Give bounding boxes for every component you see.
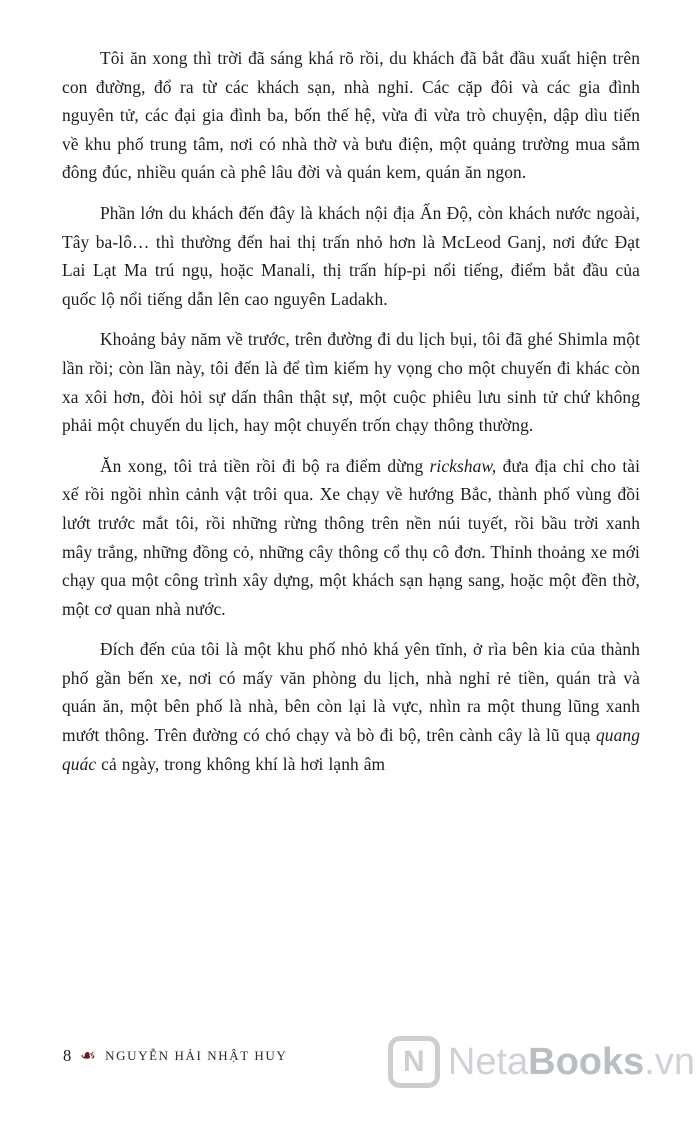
netabooks-brand-text <box>448 1043 695 1081</box>
text-run: đưa địa chỉ cho tài xế rồi ngồi nhìn cảnh vật trôi qua. Xe chạy về hướng Bắc, thành phố vùng đồi lướt trước mắt tôi, rồi những rừng thông trên nền núi tuyết, rồi bầu trời xanh mây trắng, những đồng cỏ, những cây thông cổ thụ cô đơn. Thỉnh thoảng xe mới chạy qua một công trình xây dựng, một khách sạn hạng sang, hoặc một đền thờ, một cơ quan nhà nước. <box>62 455 641 619</box>
paragraph <box>62 325 640 439</box>
text-run: Khoảng bảy năm về trước, trên đường đi du lịch bụi, tôi đã ghé Shimla một lần rồi; còn lần này, tôi đến là để tìm kiếm hy vọng cho một chuyến đi khác còn xa xôi hơn, đòi hỏi sự dấn thân thật sự, một cuộc phiêu lưu sinh tử chứ không phải một chuyến du lịch, hay một chuyến trốn chạy thông thường. <box>62 329 640 436</box>
brand-neta: Neta <box>447 1041 529 1083</box>
brand-books: Books <box>528 1041 645 1083</box>
bird-fleuron-ornament-icon: ❧ <box>80 1045 97 1067</box>
paragraph <box>62 635 640 778</box>
page-footer <box>63 1046 287 1066</box>
brand-tld: .vn <box>644 1041 695 1083</box>
netabooks-logo-letter: N <box>403 1045 425 1078</box>
paragraph <box>62 199 640 313</box>
italic-text-run: rickshaw, <box>429 455 497 476</box>
body-text <box>62 44 640 790</box>
text-run: Phần lớn du khách đến đây là khách nội địa Ấn Độ, còn khách nước ngoài, Tây ba-lô… thì thường đến hai thị trấn nhỏ hơn là McLeod Ganj, nơi đức Đạt Lai Lạt Ma trú ngụ, hoặc Manali, thị trấn híp-pi nổi tiếng, điểm bắt đầu của quốc lộ nổi tiếng dẫn lên cao nguyên Ladakh. <box>62 202 640 309</box>
text-run: cả ngày, trong không khí là hơi lạnh âm <box>96 753 386 774</box>
author-name: NGUYỄN HẢI NHẬT HUY <box>105 1048 288 1063</box>
paragraph <box>62 44 640 187</box>
text-run: Ăn xong, tôi trả tiền rồi đi bộ ra điểm dừng <box>100 455 430 476</box>
text-run: Đích đến của tôi là một khu phố nhỏ khá yên tĩnh, ở rìa bên kia của thành phố gần bến xe, nơi có mấy văn phòng du lịch, nhà nghỉ rẻ tiền, quán trà và quán ăn, một bên phố là nhà, bên còn lại là vực, nhìn ra một thung lũng xanh mướt thông. Trên đường có chó chạy và bò đi bộ, trên cành cây là lũ quạ <box>62 639 640 746</box>
italic-text-run: quang quác <box>62 725 640 774</box>
page-number: 8 <box>63 1046 72 1065</box>
netabooks-watermark <box>388 1036 695 1088</box>
paragraph <box>62 452 640 624</box>
text-run: Tôi ăn xong thì trời đã sáng khá rõ rồi, du khách đã bắt đầu xuất hiện trên con đường, đổ ra từ các khách sạn, nhà nghỉ. Các cặp đôi và các gia đình nguyên tử, các đại gia đình ba, bốn thế hệ, vừa đi vừa trò chuyện, dập dìu tiến về khu phố trung tâm, nơi có nhà thờ và bưu điện, một quảng trường mua sắm đông đúc, nhiều quán cà phê lâu đời và quán kem, quán ăn ngon. <box>62 48 640 183</box>
netabooks-logo-icon <box>388 1036 440 1088</box>
